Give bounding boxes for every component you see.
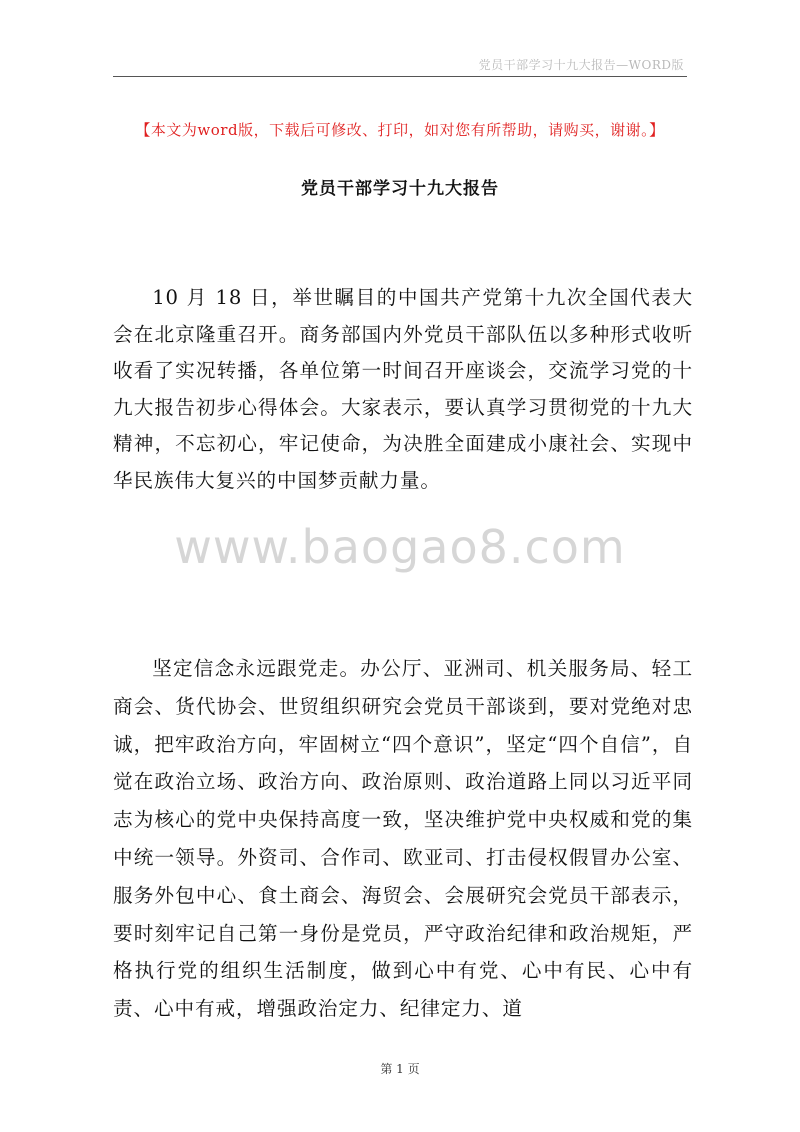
document-title: 党员干部学习十九大报告: [301, 179, 499, 199]
page-number: 第 1 页: [380, 1062, 420, 1076]
header-rule: [113, 76, 687, 77]
paragraph-intro: 10 月 18 日，举世瞩目的中国共产党第十九次全国代表大会在北京隆重召开。商务部国内外党员干部队伍以多种形式收听收看了实况转播，各单位第一时间召开座谈会，交流学习党的十九大报告初步心得体会。大家表示，要认真学习贯彻党的十九大精神，不忘初心，牢记使命，为决胜全面建成小康社会、实现中华民族伟大复兴的中国梦贡献力量。: [113, 286, 693, 492]
paragraph-faith: 坚定信念永远跟党走。办公厅、亚洲司、机关服务局、轻工商会、货代协会、世贸组织研究会党员干部谈到，要对党绝对忠诚，把牢政治方向，牢固树立“四个意识”，坚定“四个自信”，自觉在政治立场、政治方向、政治原则、政治道路上同以习近平同志为核心的党中央保持高度一致，坚决维护党中央权威和党的集中统一领导。外资司、合作司、欧亚司、打击侵权假冒办公室、服务外包中心、食土商会、海贸会、会展研究会党员干部表示，要时刻牢记自己第一身份是党员，严守政治纪律和政治规矩，严格执行党的组织生活制度，做到心中有党、心中有民、心中有责、心中有戒，增强政治定力、纪律定力、道: [113, 657, 693, 1021]
site-watermark: www.baogao8.com: [174, 520, 626, 574]
running-header-title: 党员干部学习十九大报告—WORD版: [478, 58, 684, 72]
download-notice: 【本文为word版，下载后可修改、打印，如对您有所帮助，请购买，谢谢。】: [135, 121, 665, 139]
